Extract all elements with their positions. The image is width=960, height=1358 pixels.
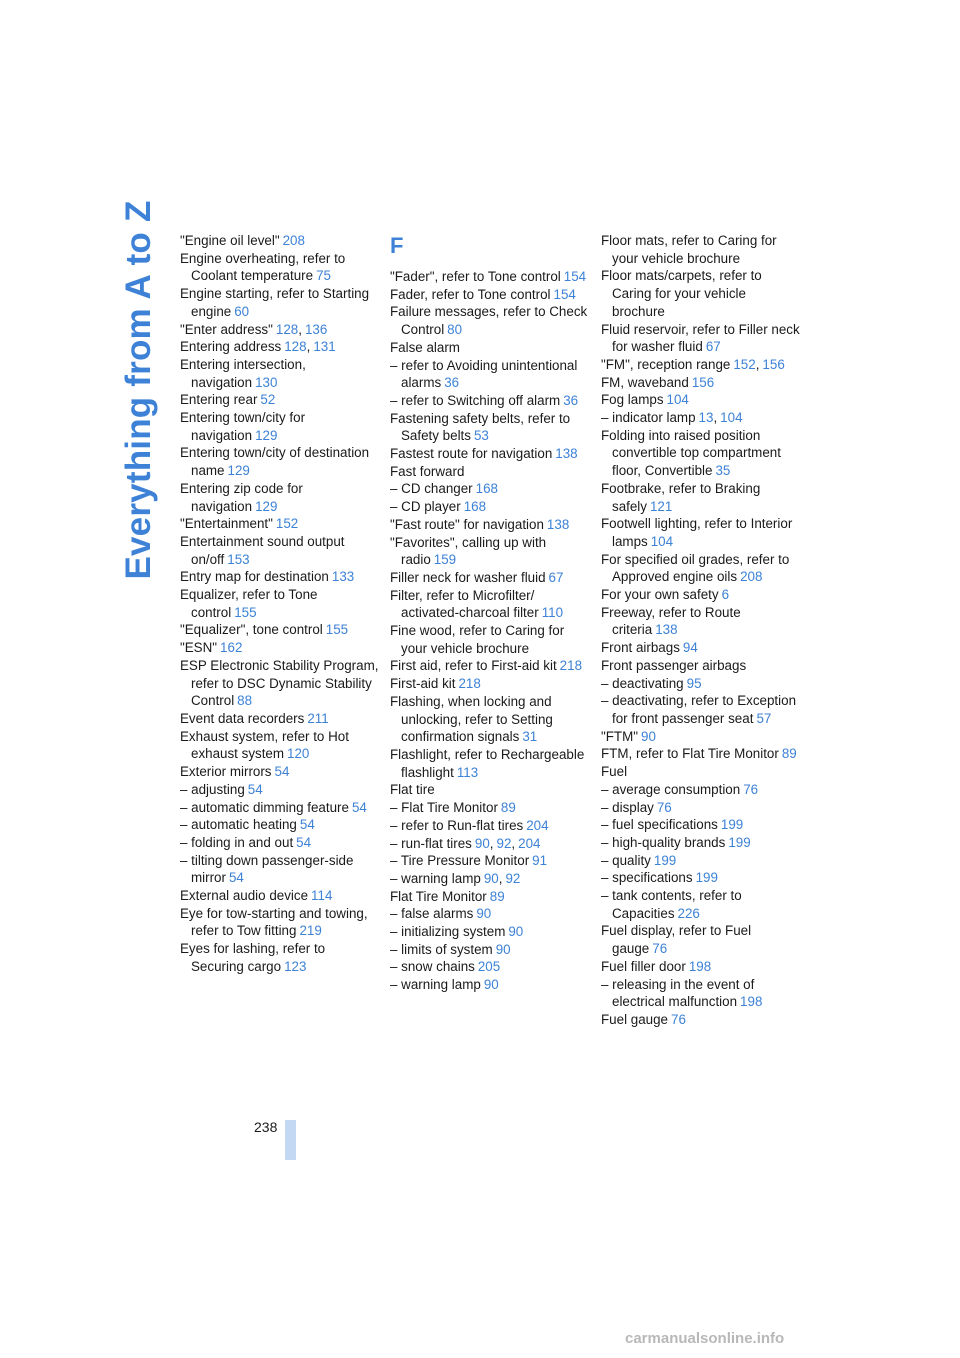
page-reference-link[interactable]: 218 bbox=[458, 676, 481, 692]
index-entry bbox=[180, 639, 380, 657]
page-reference-link[interactable]: 88 bbox=[237, 693, 253, 709]
index-entry-text: – CD changer bbox=[390, 481, 473, 497]
index-entry bbox=[390, 870, 590, 888]
index-entry bbox=[601, 887, 801, 922]
page-reference-link[interactable]: 90 bbox=[483, 977, 499, 993]
index-entry-text: Entry map for destination bbox=[180, 569, 329, 585]
page-reference-link[interactable]: 54 bbox=[274, 764, 290, 780]
page-reference-link[interactable]: 198 bbox=[688, 958, 712, 974]
page-reference-link[interactable]: 155 bbox=[234, 604, 257, 620]
page-reference-link[interactable]: 53 bbox=[473, 428, 489, 444]
index-entry bbox=[390, 286, 590, 304]
index-entry-text: Freeway, refer to Route criteria bbox=[601, 604, 741, 638]
index-entry-text: Entering town/city for navigation bbox=[180, 410, 306, 443]
index-entry-text: Filler neck for washer fluid bbox=[390, 569, 546, 585]
index-entry bbox=[390, 587, 590, 622]
page-reference-link[interactable]: 54 bbox=[351, 799, 367, 815]
index-entry bbox=[601, 391, 801, 409]
index-entry-text: FM, waveband bbox=[601, 374, 689, 390]
ref-separator: , bbox=[713, 410, 718, 426]
index-entry bbox=[390, 392, 590, 410]
index-entry bbox=[390, 445, 590, 463]
index-entry bbox=[601, 816, 801, 834]
page-reference-link[interactable]: 211 bbox=[307, 710, 329, 726]
index-entry-text: "FTM" bbox=[601, 728, 639, 744]
index-entry bbox=[601, 799, 801, 817]
index-entry bbox=[180, 480, 380, 515]
page-reference-link[interactable]: 208 bbox=[282, 233, 305, 248]
index-entry bbox=[180, 444, 380, 479]
index-entry-text: "Fast route" for navigation bbox=[390, 516, 544, 532]
index-entry bbox=[180, 321, 380, 339]
index-entry bbox=[601, 321, 801, 356]
index-entry-text: Event data recorders bbox=[180, 710, 305, 726]
page-reference-link[interactable]: 133 bbox=[331, 569, 355, 585]
page-reference-link[interactable]: 6 bbox=[721, 587, 730, 603]
page-reference-link[interactable]: 113 bbox=[456, 764, 479, 780]
index-entry-text: Entering address bbox=[180, 339, 282, 355]
index-entry-text: FTM, refer to Flat Tire Monitor bbox=[601, 746, 779, 762]
index-entry bbox=[390, 746, 590, 781]
index-entry bbox=[390, 657, 590, 675]
index-entry-text: Exterior mirrors bbox=[180, 764, 272, 780]
index-entry bbox=[390, 941, 590, 959]
page-reference-link[interactable]: 76 bbox=[743, 781, 759, 797]
index-entry bbox=[601, 922, 801, 957]
index-column-1 bbox=[180, 232, 380, 976]
page-reference-link[interactable]: 219 bbox=[299, 923, 322, 939]
page-reference-link[interactable]: 89 bbox=[489, 888, 505, 904]
index-entry bbox=[180, 816, 380, 834]
page-reference-link[interactable]: 199 bbox=[695, 870, 718, 886]
index-entry bbox=[390, 799, 590, 817]
index-entry bbox=[601, 781, 801, 799]
index-entry bbox=[601, 657, 801, 675]
index-entry bbox=[390, 339, 590, 357]
page-reference-link[interactable]: 128 bbox=[284, 339, 307, 355]
page-reference-link[interactable]: 36 bbox=[444, 375, 460, 391]
index-entry-text: – indicator lamp bbox=[601, 410, 696, 426]
page-reference-link[interactable]: 54 bbox=[228, 870, 244, 886]
page-reference-link[interactable]: 128 bbox=[275, 321, 299, 337]
index-entry bbox=[180, 763, 380, 781]
index-entry-text: Fuel display, refer to Fuel gauge bbox=[601, 923, 752, 957]
index-entry-text: Fuel gauge bbox=[601, 1011, 669, 1027]
index-entry-text: "Entertainment" bbox=[180, 516, 273, 532]
index-entry-text: – warning lamp bbox=[390, 870, 481, 886]
page-reference-link[interactable]: 129 bbox=[255, 498, 278, 514]
index-entry bbox=[601, 374, 801, 392]
page-reference-link[interactable]: 90 bbox=[495, 941, 511, 957]
index-entry bbox=[180, 356, 380, 391]
index-entry bbox=[601, 232, 801, 267]
page-reference-link[interactable]: 54 bbox=[299, 817, 315, 833]
index-entry bbox=[390, 463, 590, 481]
index-entry-text: Fog lamps bbox=[601, 392, 664, 408]
index-entry bbox=[601, 427, 801, 480]
ref-separator: , bbox=[489, 835, 494, 851]
index-entry bbox=[180, 232, 380, 250]
index-entry-text: Front airbags bbox=[601, 640, 680, 656]
index-entry-text: Exhaust system, refer to Hot exhaust system bbox=[180, 728, 349, 762]
page-reference-link[interactable]: 152 bbox=[275, 516, 299, 532]
index-entry-text: – fuel specifications bbox=[601, 817, 718, 833]
page-reference-link[interactable]: 90 bbox=[474, 835, 490, 851]
index-entry bbox=[180, 391, 380, 409]
index-entry-text: "Favorites", calling up with radio bbox=[390, 534, 547, 568]
page-reference-link[interactable]: 114 bbox=[311, 888, 333, 904]
index-entry bbox=[180, 834, 380, 852]
index-entry-text: – tilting down passenger-side mirror bbox=[180, 852, 354, 886]
page-reference-link[interactable]: 52 bbox=[260, 392, 276, 408]
index-entry bbox=[601, 763, 801, 781]
page-reference-link[interactable]: 159 bbox=[433, 552, 457, 568]
index-entry-text: "Engine oil level" bbox=[180, 233, 280, 248]
section-letter: F bbox=[390, 233, 404, 258]
page-reference-link[interactable]: 205 bbox=[477, 959, 501, 975]
index-entry bbox=[601, 745, 801, 763]
index-entry bbox=[390, 958, 590, 976]
index-entry-text: – snow chains bbox=[390, 959, 475, 975]
index-entry-text: Entering zip code for navigation bbox=[180, 480, 303, 514]
page-reference-link[interactable]: 136 bbox=[304, 321, 328, 337]
index-entry-text: – limits of system bbox=[390, 941, 493, 957]
index-entry bbox=[180, 799, 380, 817]
index-entry-text: – deactivating, refer to Exception for front passenger seat bbox=[601, 693, 797, 726]
index-entry bbox=[180, 852, 380, 887]
index-entry-text: Fastening safety belts, refer to Safety belts bbox=[390, 410, 571, 444]
page-reference-link[interactable]: 129 bbox=[255, 427, 278, 443]
index-entry bbox=[601, 267, 801, 320]
page-reference-link[interactable]: 121 bbox=[649, 498, 673, 514]
index-entry-text: "FM", reception range bbox=[601, 356, 731, 372]
index-entry bbox=[180, 533, 380, 568]
index-entry bbox=[180, 781, 380, 799]
page-reference-link[interactable]: 168 bbox=[475, 481, 498, 497]
index-entry bbox=[180, 568, 380, 586]
index-entry-text: – run-flat tires bbox=[390, 835, 472, 851]
page-reference-link[interactable]: 120 bbox=[287, 746, 310, 762]
page-reference-link[interactable]: 204 bbox=[526, 817, 549, 833]
page-reference-link[interactable]: 152 bbox=[733, 356, 756, 372]
page-reference-link[interactable]: 198 bbox=[740, 994, 763, 1010]
index-entry bbox=[601, 869, 801, 887]
index-entry-text: – false alarms bbox=[390, 906, 474, 922]
index-entry-text: – automatic heating bbox=[180, 817, 297, 833]
index-entry-text: – releasing in the event of electrical malfunction bbox=[601, 976, 755, 1010]
index-entry bbox=[601, 515, 801, 550]
index-entry-text: Fastest route for navigation bbox=[390, 446, 553, 462]
index-entry bbox=[601, 692, 801, 727]
index-entry bbox=[390, 622, 590, 657]
ref-separator: , bbox=[755, 356, 760, 372]
index-entry bbox=[390, 303, 590, 338]
index-entry bbox=[180, 657, 380, 710]
page-reference-link[interactable]: 104 bbox=[650, 533, 674, 549]
index-entry bbox=[390, 534, 590, 569]
index-entry-text: – tank contents, refer to Capacities bbox=[601, 888, 742, 921]
index-entry bbox=[180, 409, 380, 444]
index-entry-text: Fuel filler door bbox=[601, 958, 686, 974]
index-entry-text: – adjusting bbox=[180, 781, 245, 797]
index-entry bbox=[180, 940, 380, 975]
index-entry-text: – Flat Tire Monitor bbox=[390, 800, 498, 816]
ref-separator: , bbox=[306, 339, 311, 355]
page-number: 238 bbox=[254, 1119, 278, 1135]
page-reference-link[interactable]: 76 bbox=[671, 1011, 686, 1027]
page-reference-link[interactable]: 91 bbox=[532, 853, 548, 869]
index-entry-text: "Enter address" bbox=[180, 321, 273, 337]
page-reference-link[interactable]: 90 bbox=[508, 924, 524, 940]
index-entry-text: Filter, refer to Microfilter/ activated-charcoal filter bbox=[390, 587, 539, 621]
page-reference-link[interactable]: 110 bbox=[541, 605, 564, 621]
index-entry bbox=[601, 604, 801, 639]
index-entry-text: First aid, refer to First-aid kit bbox=[390, 658, 557, 674]
index-entry-text: For specified oil grades, refer to Approved engine oils bbox=[601, 551, 790, 585]
page-reference-link[interactable]: 199 bbox=[653, 852, 677, 868]
page-reference-link[interactable]: 13 bbox=[698, 410, 714, 426]
index-entry bbox=[601, 551, 801, 586]
index-entry-text: Eye for tow-starting and towing, refer to Tow fitting bbox=[180, 905, 368, 939]
ref-separator: , bbox=[498, 870, 503, 886]
index-entry-text: For your own safety bbox=[601, 587, 719, 603]
index-entry bbox=[390, 569, 590, 587]
page-reference-link[interactable]: 199 bbox=[728, 834, 751, 850]
index-entry-text: – high-quality brands bbox=[601, 834, 726, 850]
page-reference-link[interactable]: 226 bbox=[677, 905, 700, 921]
page-reference-link[interactable]: 199 bbox=[720, 817, 744, 833]
index-entry-text: – refer to Run-flat tires bbox=[390, 817, 524, 833]
index-entry-text: – CD player bbox=[390, 499, 461, 515]
index-entry bbox=[601, 958, 801, 976]
page-reference-link[interactable]: 92 bbox=[496, 835, 512, 851]
page-reference-link[interactable]: 123 bbox=[284, 958, 307, 974]
index-entry-text: Engine starting, refer to Starting engine bbox=[180, 286, 370, 319]
index-entry bbox=[601, 409, 801, 427]
page-reference-link[interactable]: 31 bbox=[522, 729, 538, 745]
index-entry bbox=[601, 586, 801, 604]
index-entry-text: False alarm bbox=[390, 339, 460, 355]
page-reference-link[interactable]: 90 bbox=[483, 870, 499, 886]
page-reference-link[interactable]: 104 bbox=[720, 410, 743, 426]
index-entry bbox=[390, 888, 590, 906]
index-entry-text: Fader, refer to Tone control bbox=[390, 286, 551, 302]
index-entry-text: Fine wood, refer to Caring for your vehicle brochure bbox=[390, 623, 565, 656]
index-entry-text: Fast forward bbox=[390, 463, 465, 479]
index-entry-text: – automatic dimming feature bbox=[180, 799, 349, 815]
page-reference-link[interactable]: 54 bbox=[247, 781, 263, 797]
page-reference-link[interactable]: 204 bbox=[518, 835, 541, 851]
index-entry-text: Front passenger airbags bbox=[601, 657, 747, 673]
index-entry-text: Entering town/city of destination name bbox=[180, 445, 370, 479]
index-entry bbox=[180, 250, 380, 285]
page-reference-link[interactable]: 54 bbox=[296, 834, 312, 850]
index-entry-text: First-aid kit bbox=[390, 676, 456, 692]
page-reference-link[interactable]: 76 bbox=[656, 799, 672, 815]
index-entry-text: – initializing system bbox=[390, 924, 506, 940]
index-entry-text: – Tire Pressure Monitor bbox=[390, 853, 530, 869]
index-entry bbox=[601, 728, 801, 746]
index-entry bbox=[390, 410, 590, 445]
index-column-3 bbox=[601, 232, 801, 1029]
index-entry bbox=[390, 817, 590, 835]
index-entry-text: Floor mats/carpets, refer to Caring for your vehicle brochure bbox=[601, 268, 762, 319]
index-entry-text: "Fader", refer to Tone control bbox=[390, 269, 561, 284]
index-entry bbox=[390, 835, 590, 853]
index-entry bbox=[601, 639, 801, 657]
index-entry bbox=[180, 710, 380, 728]
watermark: carmanualsonline.info bbox=[625, 1330, 785, 1347]
page-reference-link[interactable]: 90 bbox=[476, 906, 492, 922]
page-reference-link[interactable]: 80 bbox=[447, 322, 463, 338]
page-reference-link[interactable]: 162 bbox=[220, 640, 243, 656]
page-reference-link[interactable]: 218 bbox=[559, 658, 583, 674]
index-entry-text: Flat Tire Monitor bbox=[390, 888, 487, 904]
index-entry bbox=[180, 621, 380, 639]
index-entry-text: Flat tire bbox=[390, 782, 435, 798]
page-reference-link[interactable]: 67 bbox=[705, 339, 721, 355]
index-entry-text: Entertainment sound output on/off bbox=[180, 533, 345, 567]
index-entry-text: Entering intersection, navigation bbox=[180, 356, 306, 390]
index-entry bbox=[601, 976, 801, 1011]
page-marker-bar bbox=[285, 1120, 296, 1160]
index-entry-text: Fluid reservoir, refer to Filler neck for washer fluid bbox=[601, 321, 800, 355]
ref-separator: , bbox=[298, 321, 302, 337]
index-entry-text: Failure messages, refer to Check Control bbox=[390, 304, 588, 338]
index-entry-text: – refer to Switching off alarm bbox=[390, 392, 561, 408]
index-entry-text: – display bbox=[601, 799, 654, 815]
index-entry-text: Footwell lighting, refer to Interior lamps bbox=[601, 516, 793, 549]
index-entry-text: Footbrake, refer to Braking safely bbox=[601, 480, 761, 514]
page-reference-link[interactable]: 154 bbox=[553, 286, 576, 302]
page-reference-link[interactable]: 138 bbox=[655, 622, 678, 638]
index-entry-text: – average consumption bbox=[601, 781, 741, 797]
index-entry bbox=[180, 338, 380, 356]
index-entry bbox=[180, 905, 380, 940]
index-entry-text: Flashlight, refer to Rechargeable flashlight bbox=[390, 746, 585, 780]
page-reference-link[interactable]: 67 bbox=[548, 569, 564, 585]
index-entry-text: – folding in and out bbox=[180, 834, 294, 850]
page-reference-link[interactable]: 129 bbox=[227, 463, 250, 479]
page-reference-link[interactable]: 104 bbox=[666, 392, 689, 408]
index-entry-text: – deactivating bbox=[601, 675, 684, 691]
index-entry bbox=[390, 675, 590, 693]
index-entry bbox=[601, 480, 801, 515]
index-entry-text: Fuel bbox=[601, 764, 628, 780]
index-entry bbox=[601, 1011, 801, 1029]
page-reference-link[interactable]: 60 bbox=[234, 303, 250, 319]
index-entry bbox=[390, 923, 590, 941]
page-reference-link[interactable]: 94 bbox=[682, 640, 698, 656]
index-entry bbox=[180, 887, 380, 905]
page-reference-link[interactable]: 76 bbox=[652, 941, 668, 957]
index-entry-text: External audio device bbox=[180, 888, 309, 904]
side-title-text: Everything from A to Z bbox=[119, 200, 158, 580]
index-entry-text: ESP Electronic Stability Program, refer to DSC Dynamic Stability Control bbox=[180, 657, 379, 709]
page-reference-link[interactable]: 154 bbox=[563, 269, 587, 284]
index-entry bbox=[390, 480, 590, 498]
page-reference-link[interactable]: 138 bbox=[555, 446, 578, 462]
index-entry-text: Eyes for lashing, refer to Securing cargo bbox=[180, 941, 326, 974]
index-entry bbox=[601, 675, 801, 693]
index-entry bbox=[390, 781, 590, 799]
index-column-2 bbox=[390, 232, 590, 994]
page-reference-link[interactable]: 168 bbox=[463, 499, 487, 515]
index-entry-text: – specifications bbox=[601, 870, 693, 886]
index-entry bbox=[390, 498, 590, 516]
index-entry-text: Entering rear bbox=[180, 392, 258, 408]
page-reference-link[interactable]: 89 bbox=[781, 746, 797, 762]
index-entry bbox=[180, 728, 380, 763]
index-entry bbox=[390, 357, 590, 392]
page-reference-link[interactable]: 208 bbox=[740, 569, 763, 585]
index-entry bbox=[390, 693, 590, 746]
page-reference-link[interactable]: 155 bbox=[325, 622, 349, 638]
page-reference-link[interactable]: 153 bbox=[227, 551, 250, 567]
index-entry-text: "ESN" bbox=[180, 640, 218, 656]
page-reference-link[interactable]: 156 bbox=[762, 356, 785, 372]
index-entry-text: Engine overheating, refer to Coolant temperature bbox=[180, 250, 346, 284]
page-reference-link[interactable]: 138 bbox=[546, 516, 570, 532]
index-entry-text: Equalizer, refer to Tone control bbox=[180, 587, 318, 620]
index-entry-text: Flashing, when locking and unlocking, refer to Setting confirmation signals bbox=[390, 693, 553, 745]
index-entry-text: – refer to Avoiding unintentional alarms bbox=[390, 357, 578, 391]
index-entry-text: Floor mats, refer to Caring for your vehicle brochure bbox=[601, 233, 777, 266]
index-entry bbox=[601, 834, 801, 852]
index-entry bbox=[601, 356, 801, 374]
index-entry-text: Folding into raised position convertible top compartment floor, Convertible bbox=[601, 427, 781, 479]
page-reference-link[interactable]: 92 bbox=[505, 870, 521, 886]
index-entry-text: – warning lamp bbox=[390, 977, 481, 993]
index-entry bbox=[390, 516, 590, 534]
index-entry-text: "Equalizer", tone control bbox=[180, 622, 323, 638]
page-reference-link[interactable]: 131 bbox=[313, 339, 336, 355]
index-entry bbox=[180, 586, 380, 621]
page-reference-link[interactable]: 95 bbox=[686, 675, 702, 691]
page-reference-link[interactable]: 36 bbox=[563, 392, 579, 408]
index-entry bbox=[601, 852, 801, 870]
page-reference-link[interactable]: 89 bbox=[500, 800, 516, 816]
index-entry bbox=[180, 285, 380, 320]
index-entry bbox=[390, 852, 590, 870]
page-reference-link[interactable]: 35 bbox=[715, 463, 731, 479]
page-reference-link[interactable]: 130 bbox=[255, 374, 278, 390]
index-entry bbox=[180, 515, 380, 533]
page-reference-link[interactable]: 75 bbox=[316, 268, 331, 284]
index-entry bbox=[390, 268, 590, 286]
index-entry bbox=[390, 976, 590, 994]
index-entry bbox=[390, 905, 590, 923]
ref-separator: , bbox=[511, 835, 516, 851]
page-reference-link[interactable]: 156 bbox=[691, 374, 715, 390]
page-reference-link[interactable]: 90 bbox=[641, 728, 656, 744]
index-entry-text: – quality bbox=[601, 852, 651, 868]
page-reference-link[interactable]: 57 bbox=[756, 710, 772, 726]
